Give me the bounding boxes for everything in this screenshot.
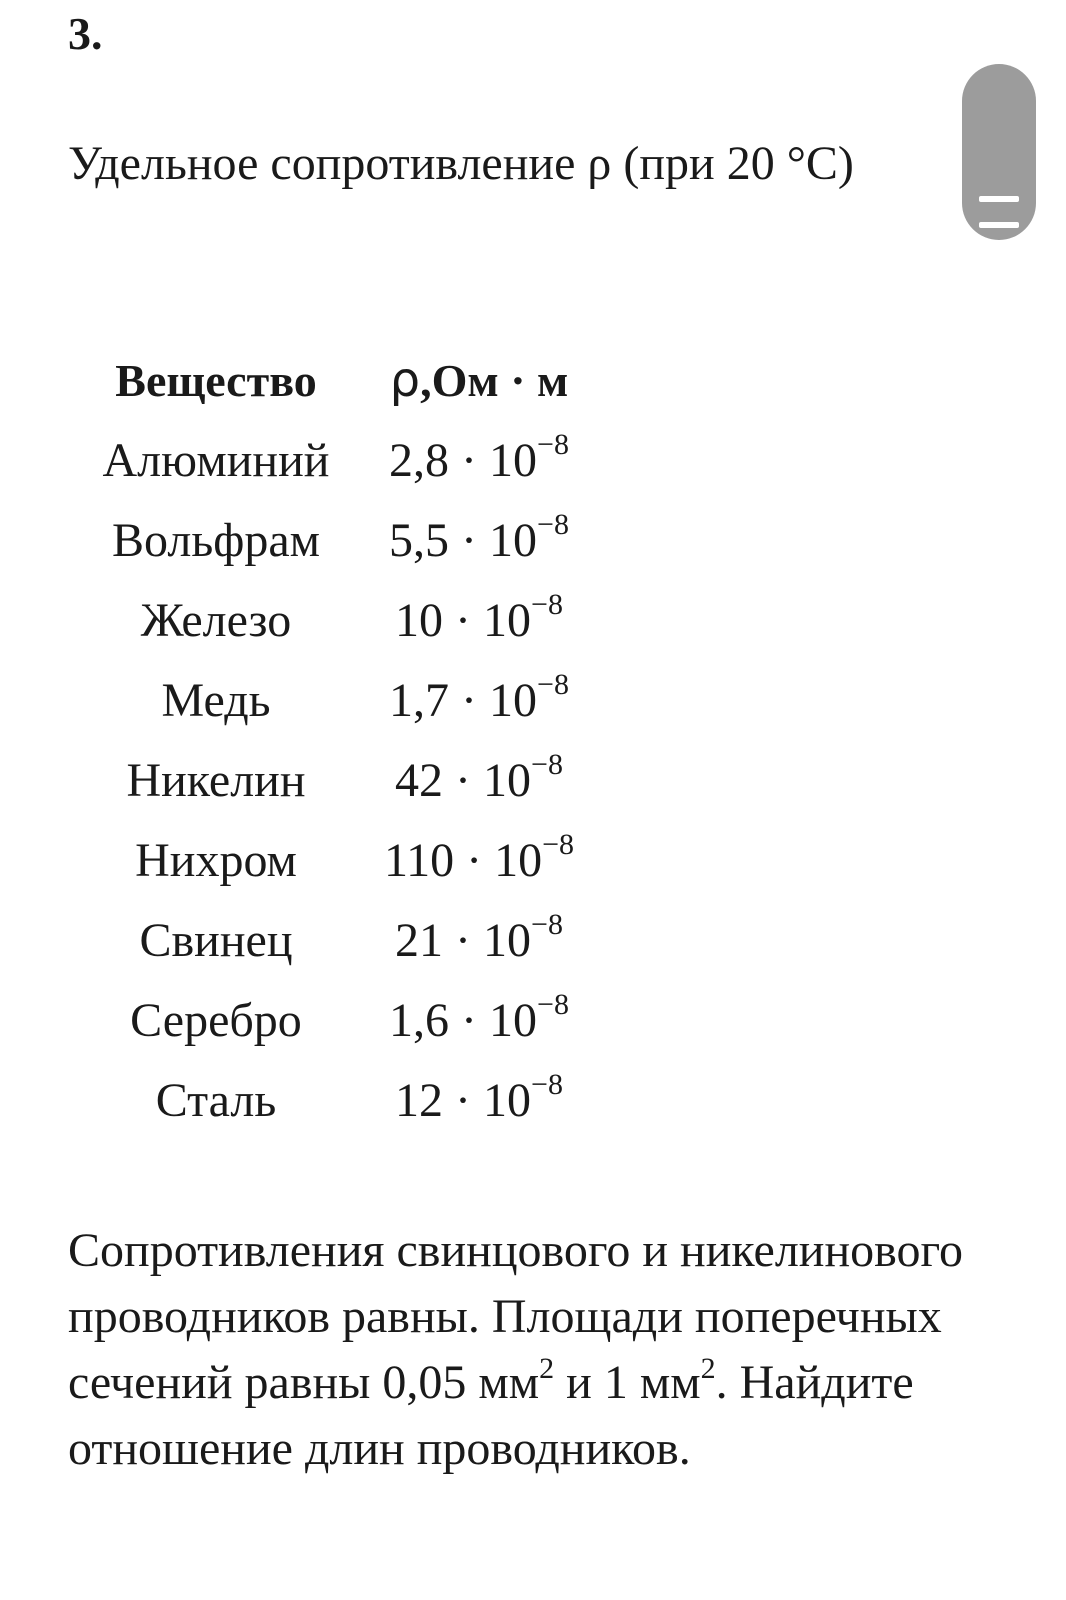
table-row xyxy=(72,980,598,1060)
table-header-row xyxy=(72,340,598,420)
value-mantissa: 1,6 · 10 xyxy=(389,993,538,1047)
table-row xyxy=(72,820,598,900)
resistivity-table xyxy=(72,340,598,1140)
value-exponent: −8 xyxy=(537,507,569,541)
value-cell xyxy=(360,980,598,1060)
problem-statement xyxy=(68,1218,1008,1482)
grip-line-icon xyxy=(979,196,1019,202)
substance-cell: Никелин xyxy=(126,753,306,807)
substance-cell: Алюминий xyxy=(102,433,330,487)
value-mantissa: 12 · 10 xyxy=(395,1073,532,1127)
superscript: 2 xyxy=(700,1352,716,1385)
value-cell xyxy=(360,420,598,500)
value-mantissa: 110 · 10 xyxy=(383,833,543,887)
table-heading: Удельное сопротивление ρ (при 20 °С) xyxy=(68,137,854,190)
substance-cell: Медь xyxy=(161,673,271,727)
table-row xyxy=(72,740,598,820)
table-row xyxy=(72,1060,598,1140)
value-cell xyxy=(360,660,598,740)
value-cell xyxy=(360,820,598,900)
table-row xyxy=(72,500,598,580)
value-mantissa: 10 · 10 xyxy=(395,593,532,647)
header-unit: ,Ом · м xyxy=(420,355,569,406)
table-row xyxy=(72,660,598,740)
value-mantissa: 42 · 10 xyxy=(395,753,532,807)
value-cell xyxy=(360,500,598,580)
value-exponent: −8 xyxy=(531,1067,563,1101)
value-mantissa: 21 · 10 xyxy=(395,913,532,967)
grip-line-icon xyxy=(979,222,1019,228)
value-cell xyxy=(360,580,598,660)
substance-cell: Вольфрам xyxy=(111,513,320,567)
value-mantissa: 2,8 · 10 xyxy=(389,433,538,487)
value-mantissa: 5,5 · 10 xyxy=(389,513,538,567)
header-resistivity xyxy=(360,340,598,420)
header-substance: Вещество xyxy=(115,354,317,406)
value-exponent: −8 xyxy=(537,987,569,1021)
value-exponent: −8 xyxy=(542,827,575,861)
table-row xyxy=(72,580,598,660)
problem-text: Сопротивления свинцового и никелинового проводников равны. Площади поперечных сечений равны 0,05 мм xyxy=(68,1224,963,1409)
substance-cell: Нихром xyxy=(135,833,297,887)
problem-text: и 1 мм xyxy=(554,1356,701,1409)
value-cell xyxy=(360,900,598,980)
rho-symbol: ρ xyxy=(389,352,421,408)
substance-cell: Свинец xyxy=(139,913,293,967)
problem-text: . Найдите отношение длин проводников. xyxy=(68,1356,914,1475)
drag-handle-icon[interactable] xyxy=(962,64,1036,240)
value-mantissa: 1,7 · 10 xyxy=(389,673,538,727)
substance-cell: Железо xyxy=(140,593,292,647)
superscript: 2 xyxy=(539,1352,555,1385)
value-exponent: −8 xyxy=(537,427,569,461)
substance-cell: Сталь xyxy=(155,1073,277,1127)
table-row xyxy=(72,420,598,500)
table-row xyxy=(72,900,598,980)
value-cell xyxy=(360,740,598,820)
substance-cell: Серебро xyxy=(130,993,302,1047)
value-exponent: −8 xyxy=(531,907,563,941)
value-exponent: −8 xyxy=(531,747,563,781)
value-exponent: −8 xyxy=(537,667,569,701)
value-exponent: −8 xyxy=(531,587,563,621)
task-number: 3. xyxy=(68,8,103,59)
value-cell xyxy=(360,1060,598,1140)
